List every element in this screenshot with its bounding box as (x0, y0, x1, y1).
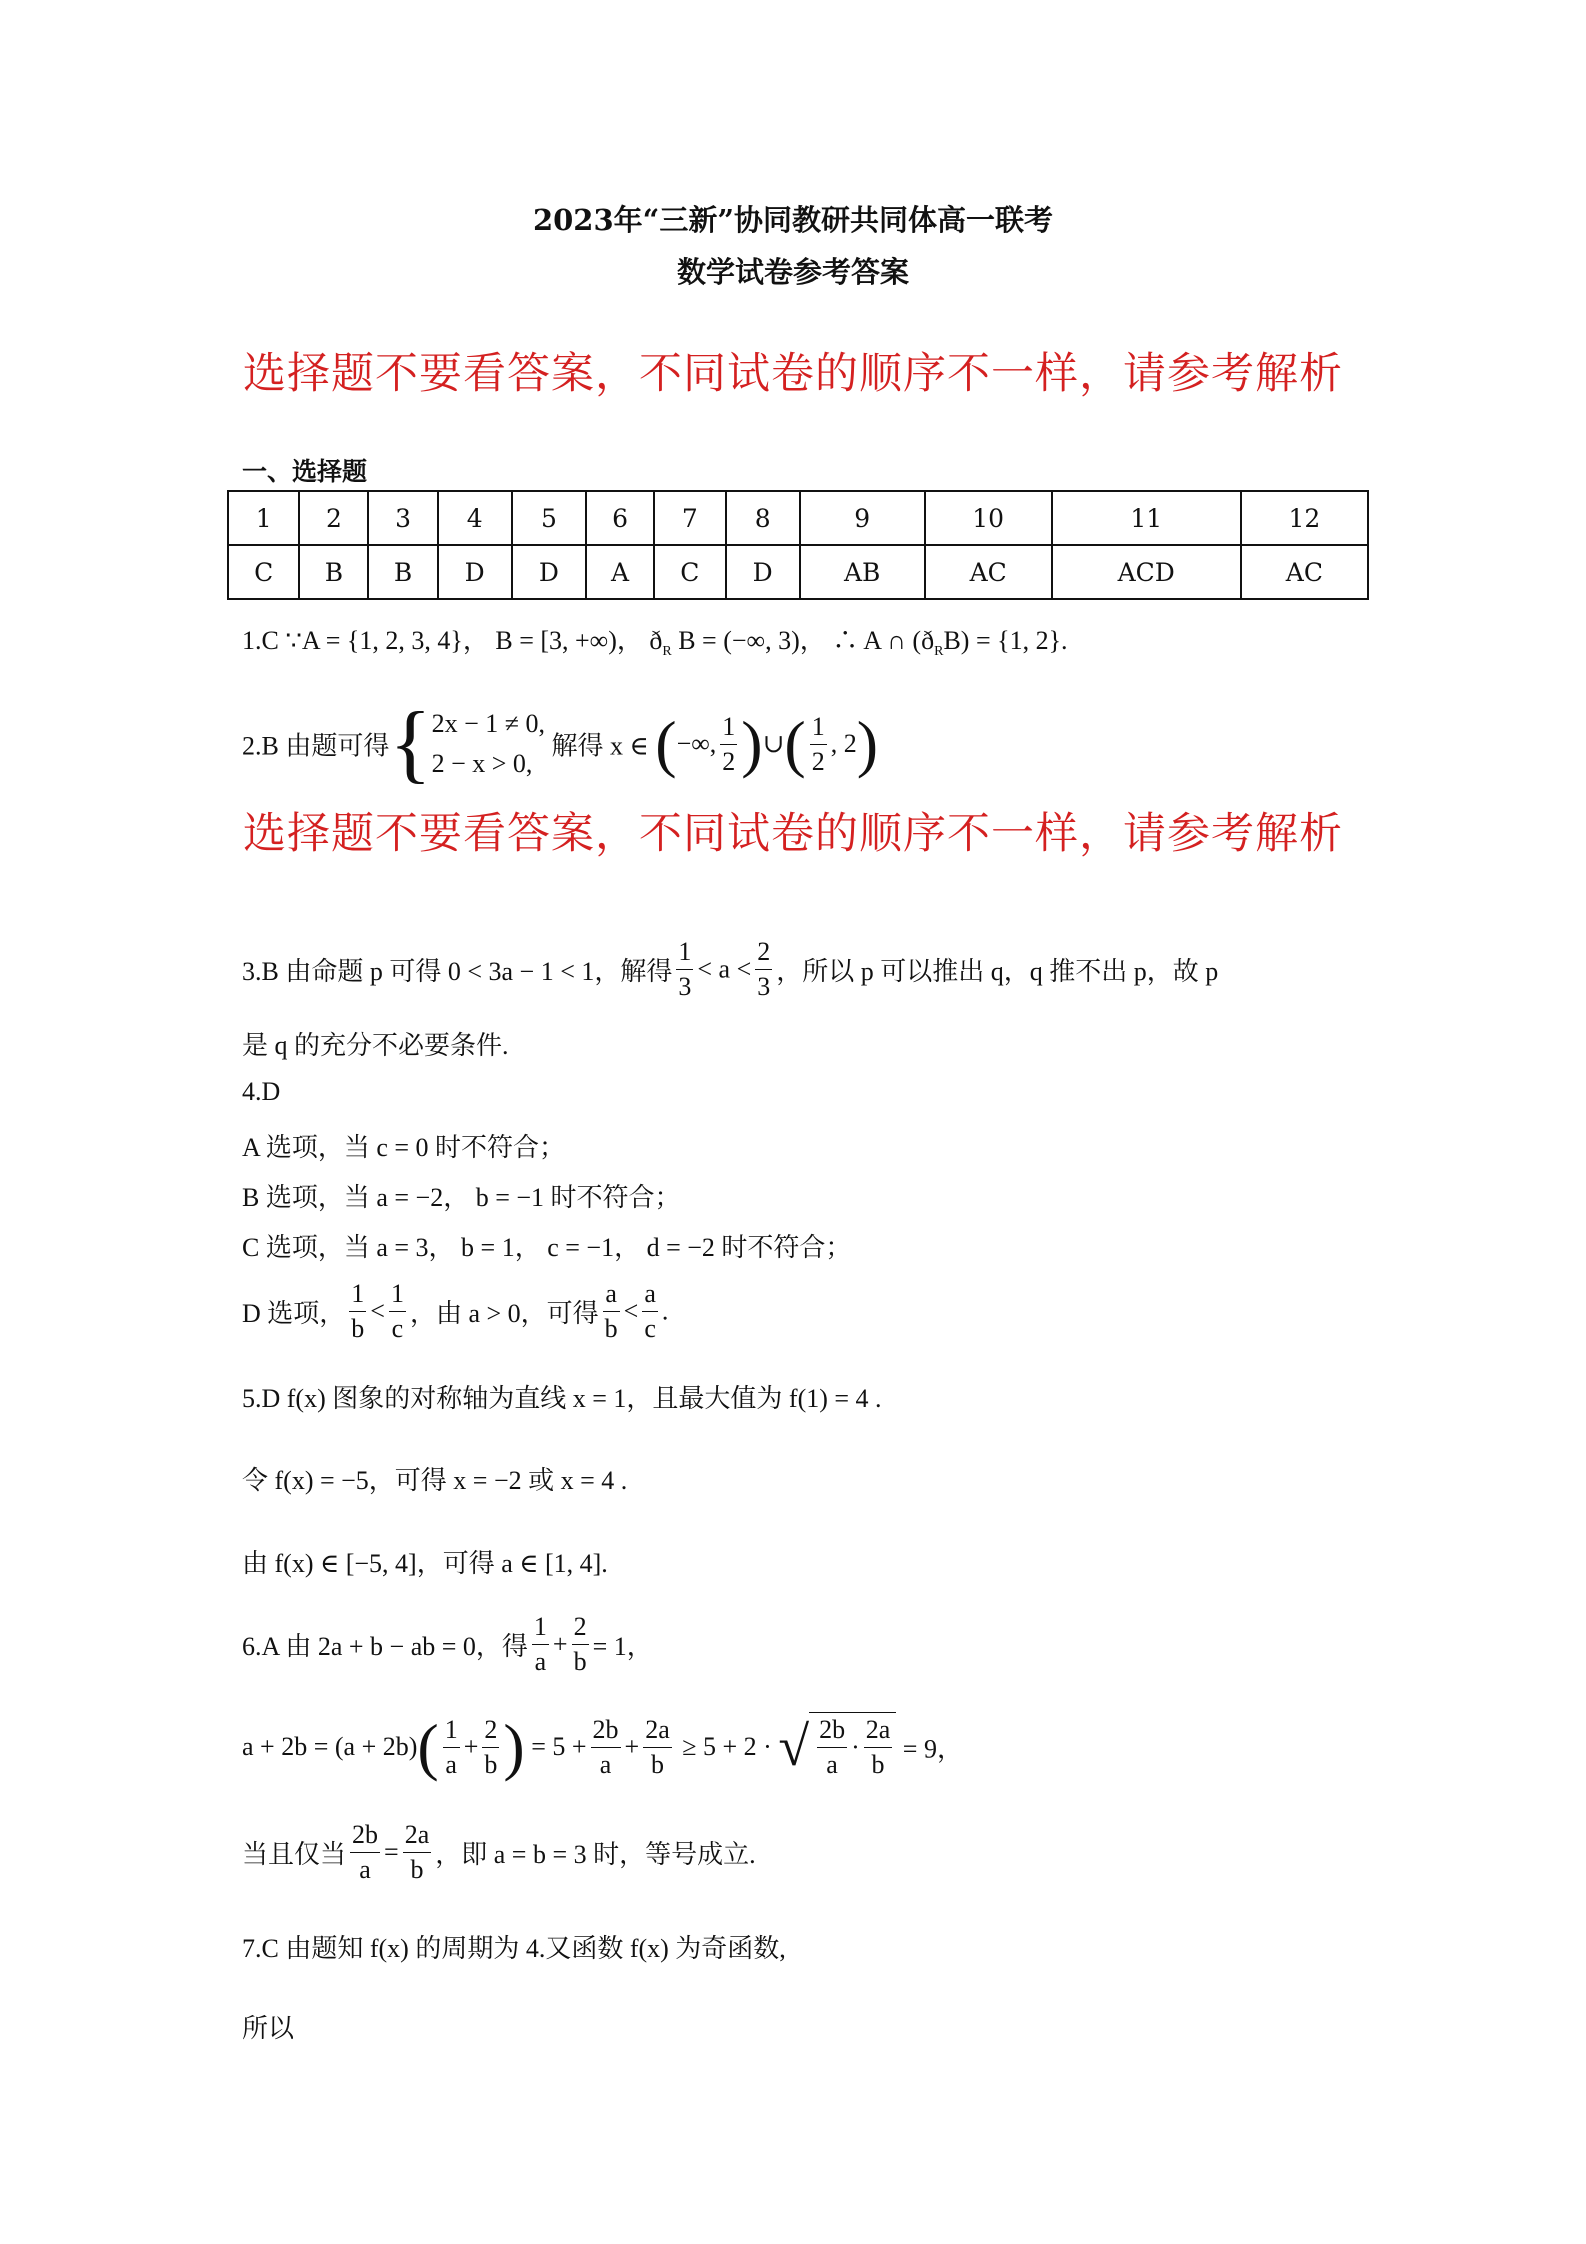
dot-operator: · (851, 1732, 860, 1762)
paren-close: ) (856, 708, 879, 779)
answer-table-answer-row (228, 545, 1368, 599)
doc-title-line1: 2023年“三新”协同教研共同体高一联考 (532, 203, 1054, 237)
fraction (482, 1713, 499, 1782)
denominator: c (391, 1314, 404, 1343)
solution-3 (242, 935, 1218, 1004)
fraction (389, 1277, 406, 1346)
fraction (864, 1713, 893, 1782)
paren-open: ( (655, 708, 677, 779)
denominator: 3 (757, 972, 771, 1001)
table-cell: ACD (1052, 545, 1241, 599)
numerator: 2b (350, 1818, 380, 1853)
numerator: 1 (349, 1277, 366, 1312)
denominator: a (599, 1749, 612, 1779)
table-cell: 12 (1241, 491, 1368, 545)
table-cell: A (586, 545, 654, 599)
fraction (676, 935, 693, 1004)
sol1-sub: R (662, 644, 672, 660)
sol6-l3-part-a: 当且仅当 (242, 1840, 347, 1869)
denominator: b (573, 1647, 587, 1676)
denominator: b (650, 1749, 664, 1779)
denominator: c (644, 1314, 656, 1343)
solution-5-line1: 5.D f(x) 图象的对称轴为直线 x = 1，且最大值为 f(1) = 4 . (242, 1384, 882, 1413)
equals-sign: = (384, 1837, 399, 1867)
sol3-part-b: < a < (697, 954, 752, 984)
numerator: 1 (443, 1713, 460, 1748)
sol1-part2: B = (−∞, 3)， ∴ A ∩ (ð (678, 626, 935, 655)
sol2-prefix: 2.B 由题可得 (242, 731, 390, 761)
left-brace: { (389, 695, 432, 792)
numerator: 2 (572, 1610, 589, 1645)
table-cell: 11 (1052, 491, 1241, 545)
solution-2 (242, 695, 879, 792)
numerator: 2b (817, 1713, 847, 1748)
numerator: 2a (403, 1818, 432, 1853)
numerator: 1 (810, 710, 827, 745)
warning-banner-middle: 选择题不要看答案，不同试卷的顺序不一样，请参考解析 (243, 809, 1343, 859)
solution-6-line1 (242, 1610, 653, 1679)
table-cell: C (654, 545, 725, 599)
numerator: 2a (643, 1713, 672, 1748)
sol6-l3-part-b: ，即 a = b = 3 时，等号成立. (435, 1840, 756, 1869)
solution-5-line2: 令 f(x) = −5，可得 x = −2 或 x = 4 . (242, 1466, 628, 1495)
fraction (532, 1610, 549, 1679)
solution-4-option-d (242, 1277, 668, 1346)
solution-4-option-a: A 选项，当 c = 0 时不符合； (242, 1133, 566, 1162)
table-cell: C (228, 545, 299, 599)
table-cell: B (299, 545, 368, 599)
numerator: 2 (755, 935, 772, 970)
table-cell: AC (1241, 545, 1368, 599)
fraction (350, 1818, 380, 1887)
radicand (809, 1712, 896, 1782)
union-symbol: ∪ (762, 729, 785, 758)
table-cell: 6 (586, 491, 654, 545)
numerator: 1 (389, 1277, 406, 1312)
less-than: < (370, 1296, 385, 1326)
denominator: b (484, 1749, 498, 1779)
sol6-l2-part-d: = 9， (902, 1734, 963, 1764)
sol3-part-c: ，所以 p 可以推出 q，q 推不出 p，故 p (776, 957, 1219, 986)
fraction (817, 1713, 847, 1782)
table-cell: 4 (438, 491, 512, 545)
numerator: 2a (864, 1713, 893, 1748)
solution-3-line2: 是 q 的充分不必要条件. (242, 1031, 509, 1060)
numerator: 1 (532, 1610, 549, 1645)
table-cell: 3 (368, 491, 437, 545)
fraction (643, 1713, 672, 1782)
solution-7-line2: 所以 (242, 2014, 295, 2043)
fraction (443, 1713, 460, 1782)
table-cell: 8 (726, 491, 800, 545)
sol2-eq2: 2 − x > 0, (431, 749, 533, 778)
table-cell: D (512, 545, 586, 599)
numerator: a (642, 1277, 658, 1312)
plus-sign: + (624, 1732, 640, 1761)
table-cell: 10 (925, 491, 1052, 545)
table-cell: 2 (299, 491, 368, 545)
sol2-p1: −∞, (676, 729, 717, 758)
denominator: b (604, 1314, 618, 1343)
denominator: b (410, 1855, 424, 1884)
period: . (661, 1296, 669, 1326)
table-cell: D (726, 545, 800, 599)
plus-sign: + (463, 1732, 479, 1761)
fraction (755, 935, 772, 1004)
denominator: a (826, 1750, 838, 1779)
denominator: 2 (722, 746, 736, 776)
sol6-l2-part-a: a + 2b = (a + 2b) (242, 1732, 418, 1761)
section-heading-choice: 一、选择题 (242, 457, 368, 486)
solution-4-option-b: B 选项，当 a = −2， b = −1 时不符合； (242, 1183, 681, 1212)
sol6-eq: = 1， (592, 1632, 653, 1661)
sol2-eq1: 2x − 1 ≠ 0, (431, 709, 546, 738)
solution-4-head: 4.D (242, 1077, 281, 1106)
square-root (778, 1712, 896, 1782)
solution-1 (242, 620, 1068, 660)
table-cell: AB (800, 545, 925, 599)
sol6-part-a: 6.A 由 2a + b − ab = 0，得 (242, 1632, 528, 1661)
paren-open: ( (784, 708, 806, 779)
denominator: b (871, 1750, 885, 1779)
sol3-part-a: 3.B 由命题 p 可得 0 < 3a − 1 < 1，解得 (242, 957, 673, 986)
less-than: < (623, 1296, 639, 1326)
fraction (572, 1610, 589, 1679)
solution-4-option-c: C 选项，当 a = 3， b = 1， c = −1， d = −2 时不符合； (242, 1233, 852, 1262)
sol2-p2: , 2 (830, 729, 857, 758)
answer-table-number-row (228, 491, 1368, 545)
table-cell: D (438, 545, 512, 599)
denominator: 2 (811, 746, 825, 776)
table-cell: 1 (228, 491, 299, 545)
denominator: a (534, 1647, 547, 1676)
answer-table (227, 490, 1369, 600)
numerator: a (603, 1277, 620, 1312)
table-cell: B (368, 545, 437, 599)
table-cell: 5 (512, 491, 586, 545)
numerator: 2b (591, 1713, 621, 1748)
fraction (349, 1277, 366, 1346)
sol1-sub2: R (934, 644, 944, 660)
denominator: a (445, 1749, 457, 1779)
fraction (642, 1277, 658, 1346)
paren-close: ) (741, 708, 763, 779)
solution-6-line3 (242, 1818, 756, 1887)
table-cell: AC (925, 545, 1052, 599)
table-cell: 7 (654, 491, 725, 545)
denominator: a (359, 1855, 371, 1884)
equation-system (432, 704, 545, 784)
fraction (810, 710, 827, 779)
solution-5-line3: 由 f(x) ∈ [−5, 4]，可得 a ∈ [1, 4]. (242, 1549, 608, 1578)
fraction (720, 710, 737, 779)
denominator: b (351, 1314, 365, 1343)
solution-6-line2 (242, 1712, 963, 1782)
fraction (603, 1277, 620, 1346)
sol6-l2-part-c: ≥ 5 + 2 · (682, 1732, 772, 1761)
table-cell: 9 (800, 491, 925, 545)
plus-sign: + (552, 1629, 568, 1659)
radical-sign-icon: √ (778, 1716, 810, 1778)
sol1-part1: 1.C ∵A = {1, 2, 3, 4}， B = [3, +∞)， ð (242, 626, 663, 655)
sol4-d-part1: D 选项， (242, 1299, 346, 1328)
sol2-mid: 解得 x ∈ (551, 731, 649, 761)
sol1-part3: B) = {1, 2}. (943, 626, 1068, 655)
numerator: 1 (720, 710, 737, 745)
warning-banner-top: 选择题不要看答案，不同试卷的顺序不一样，请参考解析 (243, 349, 1343, 399)
fraction (403, 1818, 432, 1887)
sol6-l2-part-b: = 5 + (531, 1732, 587, 1761)
numerator: 2 (482, 1713, 499, 1748)
sol4-d-part2: ，由 a > 0，可得 (409, 1299, 599, 1328)
paren-close: ) (503, 1711, 525, 1782)
solution-7-line1: 7.C 由题知 f(x) 的周期为 4.又函数 f(x) 为奇函数, (242, 1934, 786, 1963)
numerator: 1 (676, 935, 693, 970)
doc-title-line2: 数学试卷参考答案 (676, 255, 909, 289)
fraction (591, 1713, 621, 1782)
paren-open: ( (417, 1711, 439, 1782)
denominator: 3 (678, 972, 692, 1001)
